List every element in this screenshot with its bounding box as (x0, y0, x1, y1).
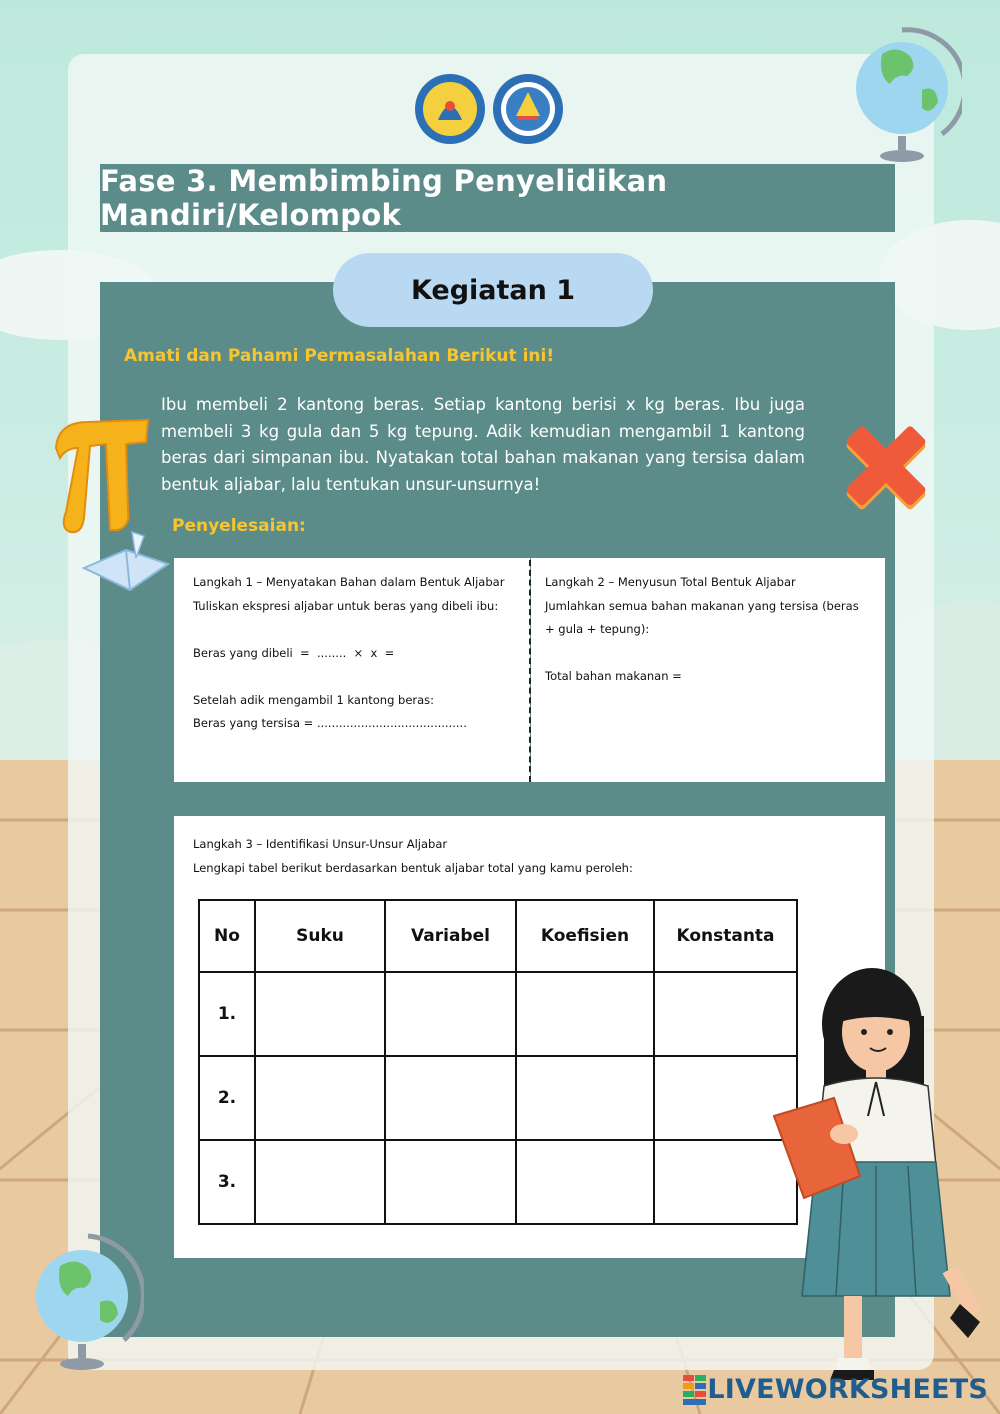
logos (414, 72, 569, 151)
step1-after-line: Setelah adik mengambil 1 kantong beras: (193, 692, 435, 707)
step2-instruction: Jumlahkan semua bahan makanan yang tersisa (beras + gula + tepung): (545, 598, 859, 636)
activity-label: Kegiatan 1 (410, 274, 576, 306)
step2-title: Langkah 2 – Menyusun Total Bentuk Aljabar (545, 575, 796, 589)
instruction-heading: Amati dan Pahami Permasalahan Berikut ini! (124, 346, 555, 366)
elements-table (198, 899, 798, 1225)
answer-cell[interactable] (255, 1140, 385, 1224)
step1-title: Langkah 1 – Menyatakan Bahan dalam Bentuk Aljabar (193, 575, 505, 589)
answer-cell[interactable] (255, 1056, 385, 1140)
header-no: No (199, 900, 255, 972)
table-row (199, 1140, 797, 1224)
multiply-icon (836, 420, 936, 520)
answer-cell[interactable] (385, 972, 516, 1056)
step3-title: Langkah 3 – Identifikasi Unsur-Unsur Aljabar (193, 837, 448, 851)
answer-cell[interactable] (516, 1056, 654, 1140)
step1-bought-line[interactable]: Beras yang dibeli = ........ × x = (193, 645, 395, 660)
book-icon (80, 528, 172, 600)
globe-icon (852, 24, 962, 166)
institution-logos (414, 72, 569, 147)
row-number: 2. (199, 1056, 255, 1140)
step1-card (174, 558, 530, 782)
activity-pill (333, 253, 653, 327)
table-row (199, 1056, 797, 1140)
live-logo-icon (683, 1375, 707, 1405)
table-row (199, 972, 797, 1056)
answer-cell[interactable] (385, 1056, 516, 1140)
row-number: 1. (199, 972, 255, 1056)
step3-instruction: Lengkapi tabel berikut berdasarkan bentuk aljabar total yang kamu peroleh: (193, 860, 633, 875)
step2-total-line[interactable]: Total bahan makanan = (545, 669, 682, 683)
header-suku: Suku (255, 900, 385, 972)
solution-label: Penyelesaian: (172, 516, 306, 536)
liveworksheets-brand[interactable] (683, 1374, 988, 1405)
page-title: Fase 3. Membimbing Penyelidikan Mandiri/Kelompok (100, 164, 668, 232)
pi-icon (48, 408, 158, 538)
student-illustration (764, 966, 990, 1386)
phase-title-bar (100, 164, 895, 232)
answer-cell[interactable] (516, 1140, 654, 1224)
answer-cell[interactable] (255, 972, 385, 1056)
header-variabel: Variabel (385, 900, 516, 972)
answer-cell[interactable] (385, 1140, 516, 1224)
row-number: 3. (199, 1140, 255, 1224)
header-konstanta: Konstanta (654, 900, 797, 972)
step1-remaining-line[interactable]: Beras yang tersisa = ......................................... (193, 716, 467, 730)
problem-text: Ibu membeli 2 kantong beras. Setiap kantong berisi x kg beras. Ibu juga membeli 3 kg gula dan 5 kg tepung. Adik kemudian mengambil 1 kantong beras dari simpanan ibu. Nyatakan total bahan makanan yang tersisa dalam bentuk aljabar, lalu tentukan unsur-unsurnya! (161, 395, 805, 494)
answer-cell[interactable] (516, 972, 654, 1056)
step2-card (531, 558, 885, 782)
globe-icon (28, 1232, 144, 1372)
step1-instruction: Tuliskan ekspresi aljabar untuk beras yang dibeli ibu: (193, 598, 499, 613)
brand-name: LIVEWORKSHEETS (707, 1374, 988, 1405)
header-koefisien: Koefisien (516, 900, 654, 972)
